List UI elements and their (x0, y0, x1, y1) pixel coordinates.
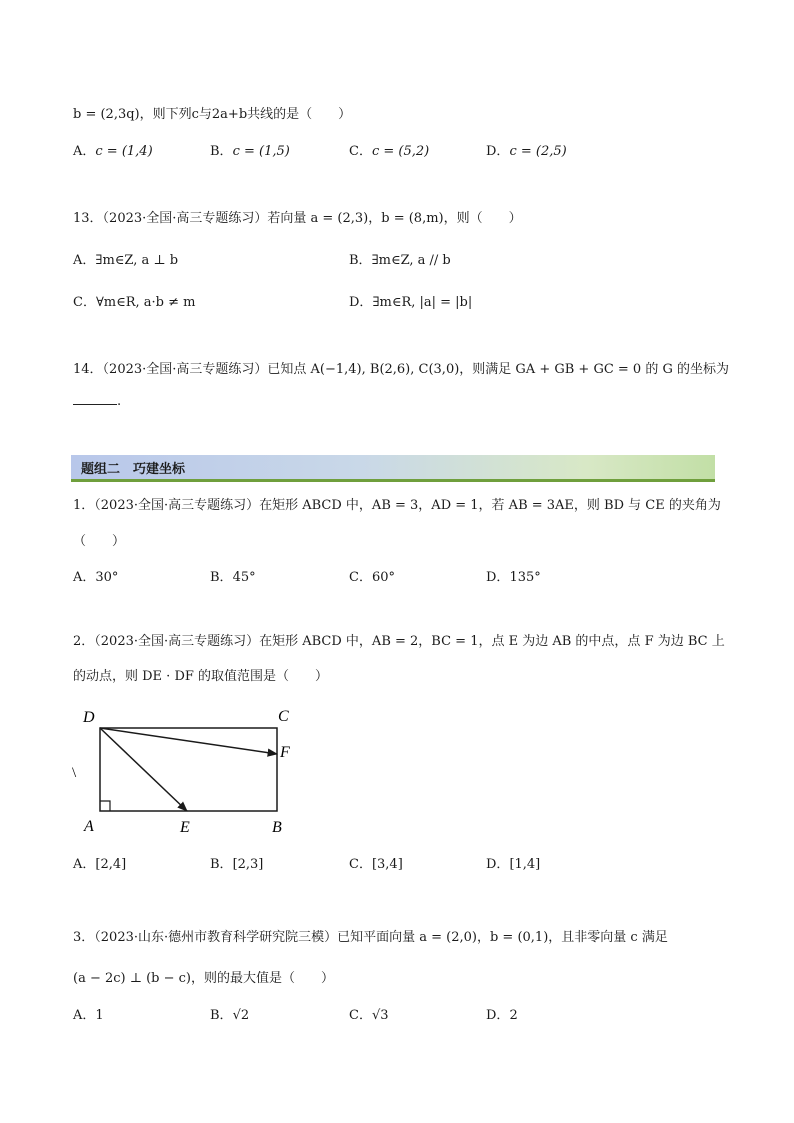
q12-option-c[interactable]: C．c = (5,2) (349, 144, 430, 159)
section-banner (71, 455, 715, 482)
p1-stem-line1: 1．（2023·全国·高三专题练习）在矩形 ABCD 中，AB = 3，AD = 1，若 AB = 3AE，则 BD 与 CE 的夹角为 (73, 498, 721, 513)
q12-option-b[interactable]: B．c = (1,5) (210, 144, 290, 159)
p2-stem-line2: 的动点，则 DE · DF 的取值范围是（ ） (73, 669, 329, 684)
q12-option-d[interactable]: D．c = (2,5) (486, 144, 567, 159)
p2-option-a[interactable]: A．[2,4] (73, 857, 127, 872)
q13-option-c[interactable]: C．∀m∈R, a·b ≠ m (73, 295, 196, 310)
rectangle-figure (60, 700, 310, 840)
p3-stem-line1: 3．（2023·山东·德州市教育科学研究院三模）已知平面向量 a = (2,0)，b = (0,1)，且非零向量 c 满足 (73, 930, 668, 945)
right-angle-mark (100, 801, 110, 811)
q12-stem: b = (2,3q)，则下列c与2a+b共线的是（ ） (73, 107, 352, 122)
p2-stem-line1: 2．（2023·全国·高三专题练习）在矩形 ABCD 中，AB = 2，BC = 1，点 E 为边 AB 的中点，点 F 为边 BC 上 (73, 634, 725, 649)
p3-option-c[interactable]: C．√3 (349, 1008, 389, 1023)
label-e: E (180, 819, 190, 836)
p1-option-d[interactable]: D．135° (486, 570, 541, 585)
q13-option-d[interactable]: D．∃m∈R, |a| = |b| (349, 295, 473, 310)
vector-de (100, 728, 187, 811)
p3-stem-line2: (a − 2c) ⊥ (b − c)，则的最大值是（ ） (73, 971, 334, 986)
q13-option-b[interactable]: B．∃m∈Z, a // b (349, 253, 451, 268)
p1-option-c[interactable]: C．60° (349, 570, 395, 585)
q12-option-a[interactable]: A．c = (1,4) (73, 144, 153, 159)
p1-option-b[interactable]: B．45° (210, 570, 256, 585)
p3-option-a[interactable]: A．1 (73, 1008, 104, 1023)
p1-option-a[interactable]: A．30° (73, 570, 119, 585)
p2-option-d[interactable]: D．[1,4] (486, 857, 541, 872)
label-a: A (84, 818, 94, 835)
section-title: 题组二 巧建坐标 (81, 462, 186, 477)
stray-backslash: \ (72, 765, 77, 781)
p2-option-b[interactable]: B．[2,3] (210, 857, 264, 872)
q13-option-a[interactable]: A．∃m∈Z, a ⊥ b (73, 253, 179, 268)
label-c: C (278, 708, 289, 725)
p3-option-d[interactable]: D．2 (486, 1008, 518, 1023)
label-f: F (280, 744, 290, 761)
label-b: B (272, 819, 282, 836)
vector-df (100, 728, 277, 754)
q14-stem: 14．（2023·全国·高三专题练习）已知点 A(−1,4), B(2,6), C(3,0)，则满足 GA + GB + GC = 0 的 G 的坐标为 (73, 362, 729, 377)
p3-option-b[interactable]: B．√2 (210, 1008, 250, 1023)
label-d: D (83, 709, 95, 726)
p2-option-c[interactable]: C．[3,4] (349, 857, 403, 872)
p1-stem-line2: （ ） (73, 534, 126, 549)
q13-stem: 13．（2023·全国·高三专题练习）若向量 a = (2,3)，b = (8,m)，则（ ） (73, 211, 522, 226)
q14-answer-blank[interactable]: . (73, 393, 121, 411)
